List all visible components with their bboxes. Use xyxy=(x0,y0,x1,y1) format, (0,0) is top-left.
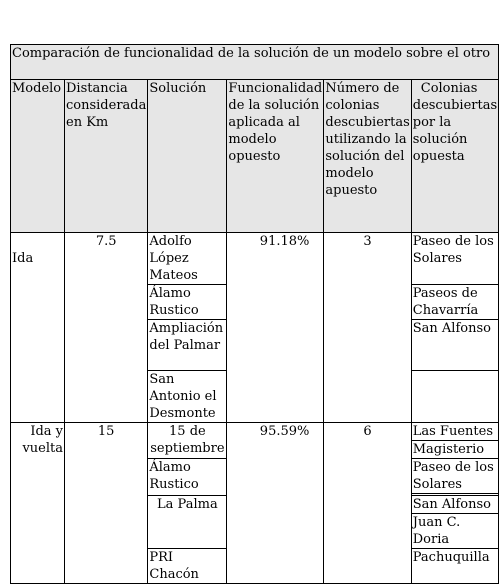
ida-solucion-1: Adolfo López Mateos xyxy=(148,233,227,285)
ida-solucion-2: Álamo Rustico xyxy=(148,285,227,320)
header-solucion: Solución xyxy=(148,80,227,233)
idavuelta-modelo: Ida y vuelta xyxy=(11,423,65,584)
header-numero-colonias: Número de colonias descubiertas utilizando la solución del modelo apuesto xyxy=(324,80,411,233)
ida-funcionalidad: 91.18% xyxy=(227,233,324,423)
ida-solucion-4: San Antonio el Desmonte xyxy=(148,371,227,423)
idavuelta-colonia-4: San Alfonso xyxy=(411,496,498,514)
ida-colonia-3: San Alfonso xyxy=(411,320,498,371)
ida-numero: 3 xyxy=(324,233,411,423)
comparison-table xyxy=(10,44,499,584)
ida-colonia-1: Paseo de los Solares xyxy=(411,233,498,285)
header-funcionalidad: Funcionalidad de la solución aplicada al modelo opuesto xyxy=(227,80,324,233)
idavuelta-solucion-4: PRI Chacón xyxy=(148,549,227,584)
idavuelta-solucion-3: La Palma xyxy=(148,496,227,549)
ida-modelo-cell xyxy=(11,233,65,423)
idavuelta-funcionalidad: 95.59% xyxy=(227,423,324,584)
idavuelta-solucion-2: Álamo Rustico xyxy=(148,459,227,496)
ida-colonia-4 xyxy=(411,371,498,423)
ida-colonia-2: Paseos de Chavarría xyxy=(411,285,498,320)
idavuelta-numero: 6 xyxy=(324,423,411,584)
ida-solucion-3: Ampliación del Palmar xyxy=(148,320,227,371)
idavuelta-colonia-3: Paseo de los Solares xyxy=(411,459,498,494)
header-modelo: Modelo xyxy=(11,80,65,233)
idavuelta-solucion-1: 15 de septiembre xyxy=(148,423,227,459)
idavuelta-colonia-5: Juan C. Doria xyxy=(411,514,498,549)
ida-distancia: 7.5 xyxy=(65,233,148,423)
header-colonias-descubiertas: Colonias descubiertas por la solución opuesta xyxy=(411,80,498,233)
comparison-document xyxy=(10,44,499,584)
idavuelta-colonia-6: Pachuquilla xyxy=(411,549,498,584)
idavuelta-colonia-1: Las Fuentes xyxy=(411,423,498,441)
header-distancia: Distancia considerada en Km xyxy=(65,80,148,233)
table-title: Comparación de funcionalidad de la solución de un modelo sobre el otro xyxy=(11,45,499,80)
idavuelta-colonia-2: Magisterio xyxy=(411,441,498,459)
idavuelta-distancia: 15 xyxy=(65,423,148,584)
ida-modelo: Ida xyxy=(12,251,34,266)
